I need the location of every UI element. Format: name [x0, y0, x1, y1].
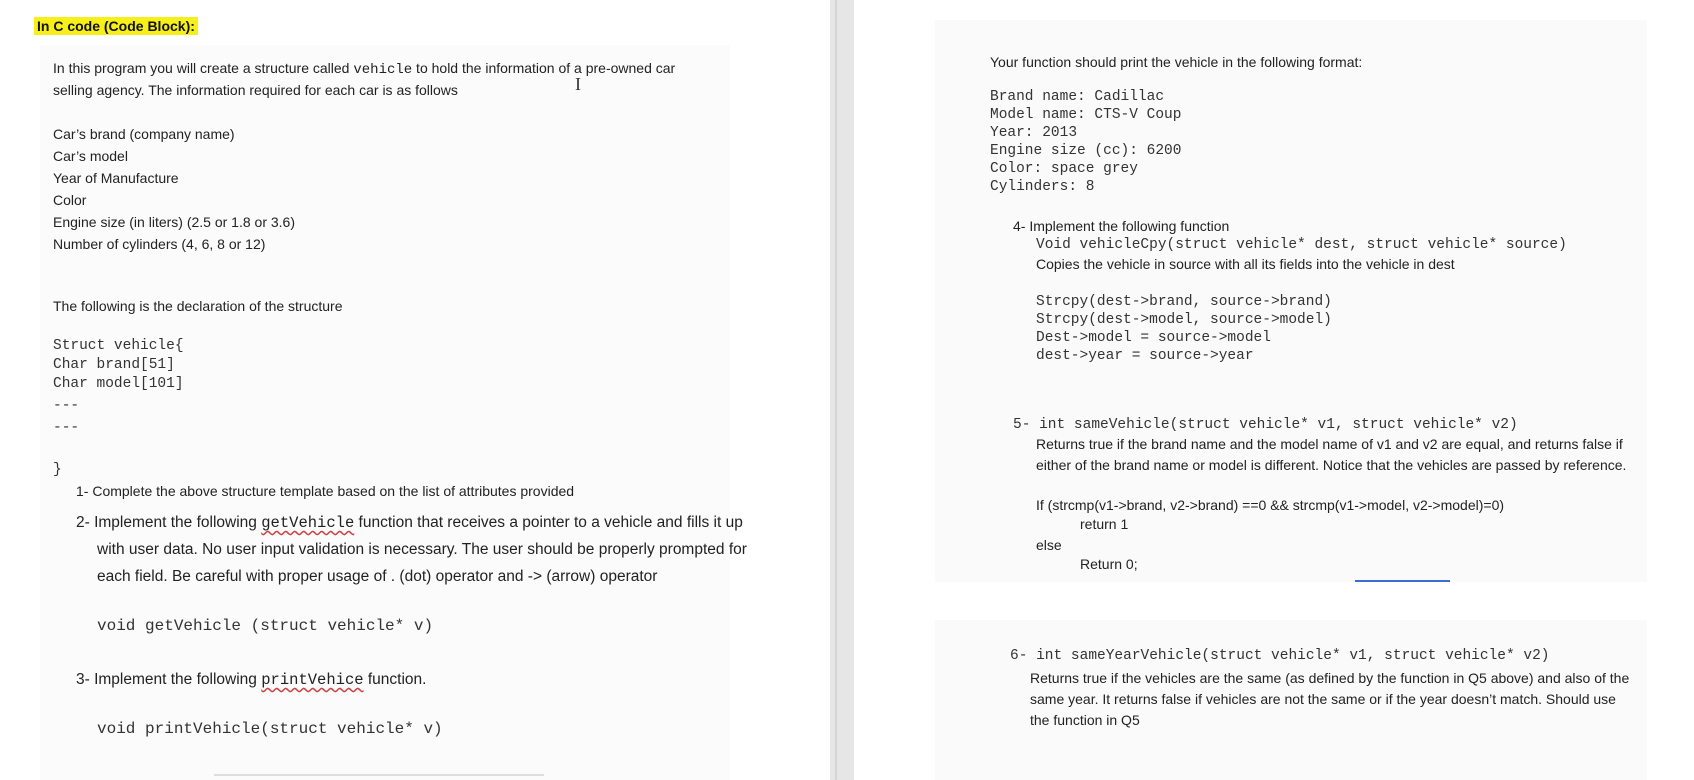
code-line-placeholder-2: --- [53, 420, 80, 436]
printvehicle-signature: void printVehicle(struct vehicle* v) [97, 720, 443, 738]
sample-color: Color: space grey [990, 161, 1138, 177]
question-5-desc-2: either of the brand name or model is different. Notice that the vehicles are passed by reference. [1036, 457, 1627, 473]
attribute-model: Car’s model [53, 148, 128, 164]
page-divider [830, 0, 854, 780]
intro-text-a: In this program you will create a structure called [53, 60, 354, 76]
attribute-cylinders: Number of cylinders (4, 6, 8 or 12) [53, 236, 266, 252]
page-heading: In C code (Code Block): [34, 17, 198, 35]
q3-text-a: 3- Implement the following [76, 671, 262, 688]
q2-text-a: 2- Implement the following [76, 514, 262, 531]
q5-if-statement: If (strcmp(v1->brand, v2->brand) ==0 && strcmp(v1->model, v2->model)=0) [1036, 497, 1505, 513]
attribute-engine: Engine size (in liters) (2.5 or 1.8 or 3.6) [53, 214, 295, 230]
q2-text-b: function that receives a pointer to a vehicle and fills it up [354, 514, 743, 531]
sample-brand: Brand name: Cadillac [990, 89, 1165, 105]
code-line-close: } [53, 462, 62, 478]
sameyearvehicle-signature: 6- int sameYearVehicle(struct vehicle* v1, struct vehicle* v2) [1010, 648, 1550, 664]
question-5-desc-1: Returns true if the brand name and the model name of v1 and v2 are equal, and returns false if [1036, 436, 1623, 452]
q3-text-b: function. [363, 671, 427, 688]
intro-code: vehicle [353, 62, 413, 78]
left-page [40, 45, 730, 780]
copy-code-model-assign: Dest->model = source->model [1036, 330, 1271, 346]
sample-engine: Engine size (cc): 6200 [990, 143, 1182, 159]
getvehicle-signature: void getVehicle (struct vehicle* v) [97, 617, 434, 635]
declaration-intro: The following is the declaration of the structure [53, 298, 343, 314]
format-intro: Your function should print the vehicle in the following format: [990, 54, 1363, 70]
blue-rule [1355, 580, 1450, 582]
intro-line-2: selling agency. The information required for each car is as follows [53, 82, 458, 98]
q2-code: getVehicle [261, 514, 355, 532]
code-line-model: Char model[101] [53, 376, 184, 392]
page-divider-line [835, 0, 837, 780]
question-3 [76, 671, 426, 689]
q5-else: else [1036, 537, 1062, 553]
attribute-color: Color [53, 192, 87, 208]
code-line-struct: Struct vehicle{ [53, 338, 184, 354]
bottom-rule [214, 774, 544, 776]
copy-code-brand: Strcpy(dest->brand, source->brand) [1036, 294, 1332, 310]
code-line-placeholder-1: --- [53, 398, 80, 414]
vehiclecpy-signature: Void vehicleCpy(struct vehicle* dest, struct vehicle* source) [1036, 237, 1567, 253]
copy-code-year: dest->year = source->year [1036, 348, 1254, 364]
copy-code-model: Strcpy(dest->model, source->model) [1036, 312, 1332, 328]
question-2-line-1 [76, 514, 743, 532]
q5-return-0: Return 0; [1080, 556, 1138, 572]
intro-line-1 [53, 60, 675, 78]
samevehicle-signature: 5- int sameVehicle(struct vehicle* v1, struct vehicle* v2) [1013, 417, 1518, 433]
sample-cylinders: Cylinders: 8 [990, 179, 1095, 195]
question-1: 1- Complete the above structure template based on the list of attributes provided [76, 483, 575, 499]
question-6-desc-3: the function in Q5 [1030, 712, 1140, 728]
question-2-line-2: with user data. No user input validation is necessary. The user should be properly prompted for [97, 541, 747, 558]
intro-text-b: to hold the information of a pre-owned car [412, 60, 676, 76]
attribute-year: Year of Manufacture [53, 170, 179, 186]
sample-year: Year: 2013 [990, 125, 1078, 141]
question-6-desc-2: same year. It returns false if vehicles are not the same or if the year doesn’t match. Should use [1030, 691, 1616, 707]
q5-return-1: return 1 [1080, 516, 1129, 532]
question-6-desc-1: Returns true if the vehicles are the same (as defined by the function in Q5 above) and also of the [1030, 670, 1630, 686]
question-4-desc: Copies the vehicle in source with all its fields into the vehicle in dest [1036, 256, 1455, 272]
question-2-line-3: each field. Be careful with proper usage of . (dot) operator and -> (arrow) operator [97, 568, 658, 585]
question-4-title: 4- Implement the following function [1013, 218, 1230, 234]
code-line-brand: Char brand[51] [53, 357, 175, 373]
attribute-brand: Car’s brand (company name) [53, 126, 235, 142]
text-cursor-icon: I [575, 74, 581, 94]
q3-code: printVehice [261, 671, 364, 689]
sample-model: Model name: CTS-V Coup [990, 107, 1182, 123]
